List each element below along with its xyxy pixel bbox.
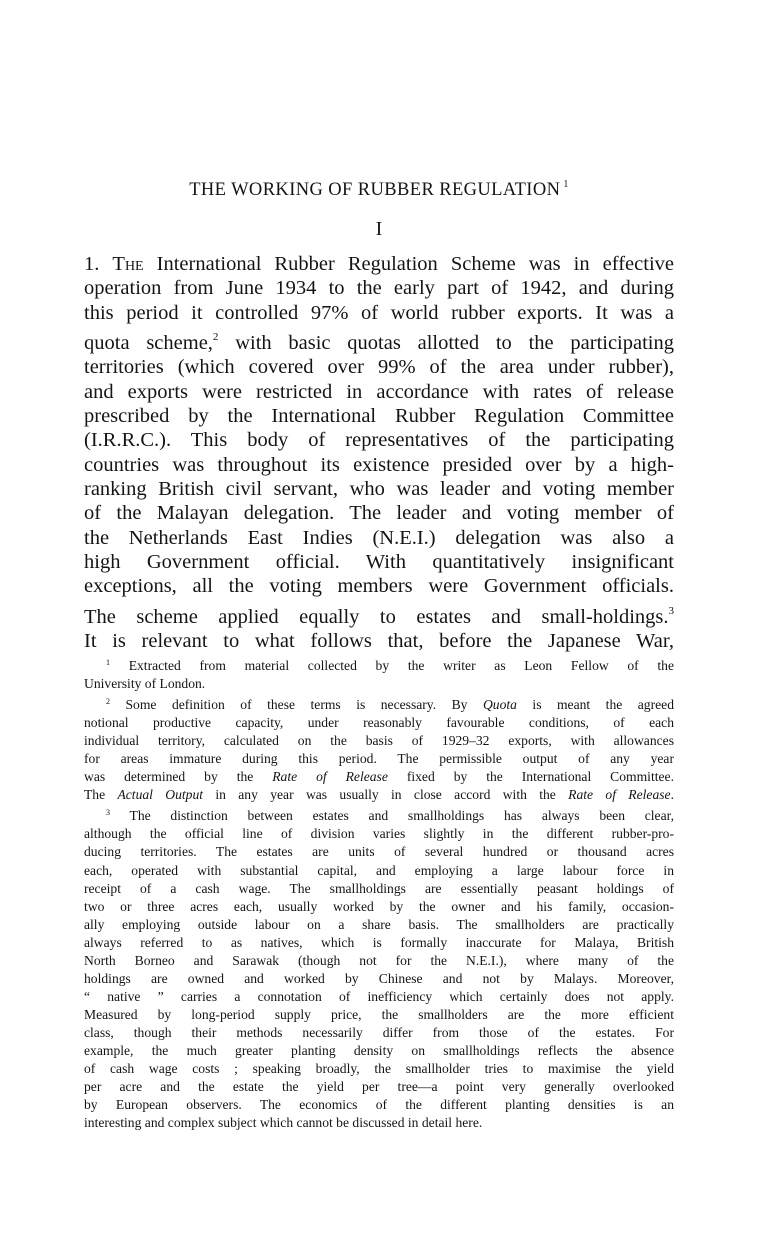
lead-word: The [112, 253, 144, 275]
paragraph-number: 1. [84, 253, 100, 275]
footnote-mark: 2 [106, 697, 110, 707]
body-line: ranking British civil servant, who was leader and voting member [84, 478, 674, 501]
footnote-1: $^1$ Extracted from material collected by the writer as Leon Fellow of the [106, 658, 674, 673]
body-text [84, 252, 674, 654]
body-line: territories (which covered over 99% of the area under rubber), [84, 356, 674, 379]
section-numeral: I [375, 218, 383, 240]
footnote-line: notional productive capacity, under reasonably favourable conditions, of each [84, 715, 674, 731]
footnote-line: interesting and complex subject which cannot be discussed in detail here. [84, 1115, 483, 1131]
body-line: high Government official. With quantitatively insignificant [84, 551, 674, 574]
footnote-line: by European observers. The economics of the different planting densities is an [84, 1097, 674, 1113]
footnote-line: individual territory, calculated on the basis of 1929–32 exports, with allowances [84, 733, 674, 749]
footnote-line: holdings are owned and worked by Chinese and not by Malays. Moreover, [84, 970, 674, 986]
footnote-line: The Actual Output in any year was usually in close accord with the Rate of Release. [84, 787, 674, 803]
body-line: of the Malayan delegation. The leader and voting member of [84, 502, 674, 525]
footnote-line: “ native ” carries a connotation of inefficiency which certainly does not apply. [84, 988, 674, 1004]
footnote-line: ducing territories. The estates are units of several hundred or thousand acres [84, 844, 674, 860]
footnote-line: ally employing outside labour on a share basis. The smallholders are practically [84, 916, 674, 932]
footnote-line: each, operated with substantial capital, and employing a large labour force in [84, 862, 674, 878]
footnote-line: class, though their methods necessarily differ from those of the estates. For [84, 1024, 674, 1040]
body-line: (I.R.R.C.). This body of representatives of the participating [84, 429, 674, 452]
footnote-line: although the official line of division varies slightly in the different rubber-pro- [84, 826, 674, 842]
body-line: and exports were restricted in accordance with rates of release [84, 380, 674, 403]
footnote-line: two or three acres each, usually worked by the owner and his family, occasion- [84, 898, 674, 914]
title-text: THE WORKING OF RUBBER REGULATION [189, 180, 561, 200]
body-line: operation from June 1934 to the early part of 1942, and during [84, 277, 674, 300]
footnote-line: of cash wage costs ; speaking broadly, the smallholder tries to maximise the yield [84, 1061, 674, 1077]
body-line: countries was throughout its existence presided over by a high- [84, 453, 674, 476]
footnote-ref-2: 2 [212, 331, 219, 344]
body-line: quota scheme,$^2$ with basic quotas allotted to the participating [84, 331, 674, 355]
footnote-line: receipt of a cash wage. The smallholdings are essentially peasant holdings of [84, 880, 674, 896]
body-line: this period it controlled 97% of world rubber exports. It was a [84, 301, 674, 324]
body-line: 1. The International Rubber Regulation Scheme was in effective [84, 253, 674, 275]
footnote-line: per acre and the estate the yield per tree—a point very generally overlooked [84, 1079, 674, 1095]
footnote-line: University of London. [84, 676, 206, 692]
footnote-line: example, the much greater planting density on smallholdings reflects the absence [84, 1042, 674, 1058]
title-footnote-ref: 1 [563, 179, 569, 190]
footnote-line: Measured by long-period supply price, the smallholders are the more efficient [84, 1006, 674, 1022]
footnote-mark: 1 [106, 658, 110, 667]
body-line: prescribed by the International Rubber Regulation Committee [84, 405, 674, 428]
body-line: It is relevant to what follows that, before the Japanese War, [84, 630, 674, 653]
footnote-line: North Borneo and Sarawak (though not for the N.E.I.), where many of the [84, 952, 674, 968]
footnote-line: for areas immature during this period. The permissible output of any year [84, 751, 674, 767]
footnote-ref-3: 3 [668, 604, 674, 617]
footnote-mark: 3 [106, 808, 110, 818]
article-title [84, 179, 674, 201]
footnote-3: $^3$ The distinction between estates and smallholdings has always been clear, [106, 808, 674, 824]
footnote-line: always referred to as natives, which is formally inaccurate for Malaya, British [84, 934, 674, 950]
body-line: the Netherlands East Indies (N.E.I.) delegation was also a [84, 526, 674, 549]
body-line: The scheme applied equally to estates and small-holdings.$^3$ [84, 604, 674, 628]
footnotes [84, 654, 674, 1132]
footnote-line: was determined by the Rate of Release fixed by the International Committee. [84, 769, 674, 785]
footnote-2: $^2$ Some definition of these terms is necessary. By Quota is meant the agreed [106, 697, 674, 713]
body-line: exceptions, all the voting members were Government officials. [84, 575, 674, 598]
